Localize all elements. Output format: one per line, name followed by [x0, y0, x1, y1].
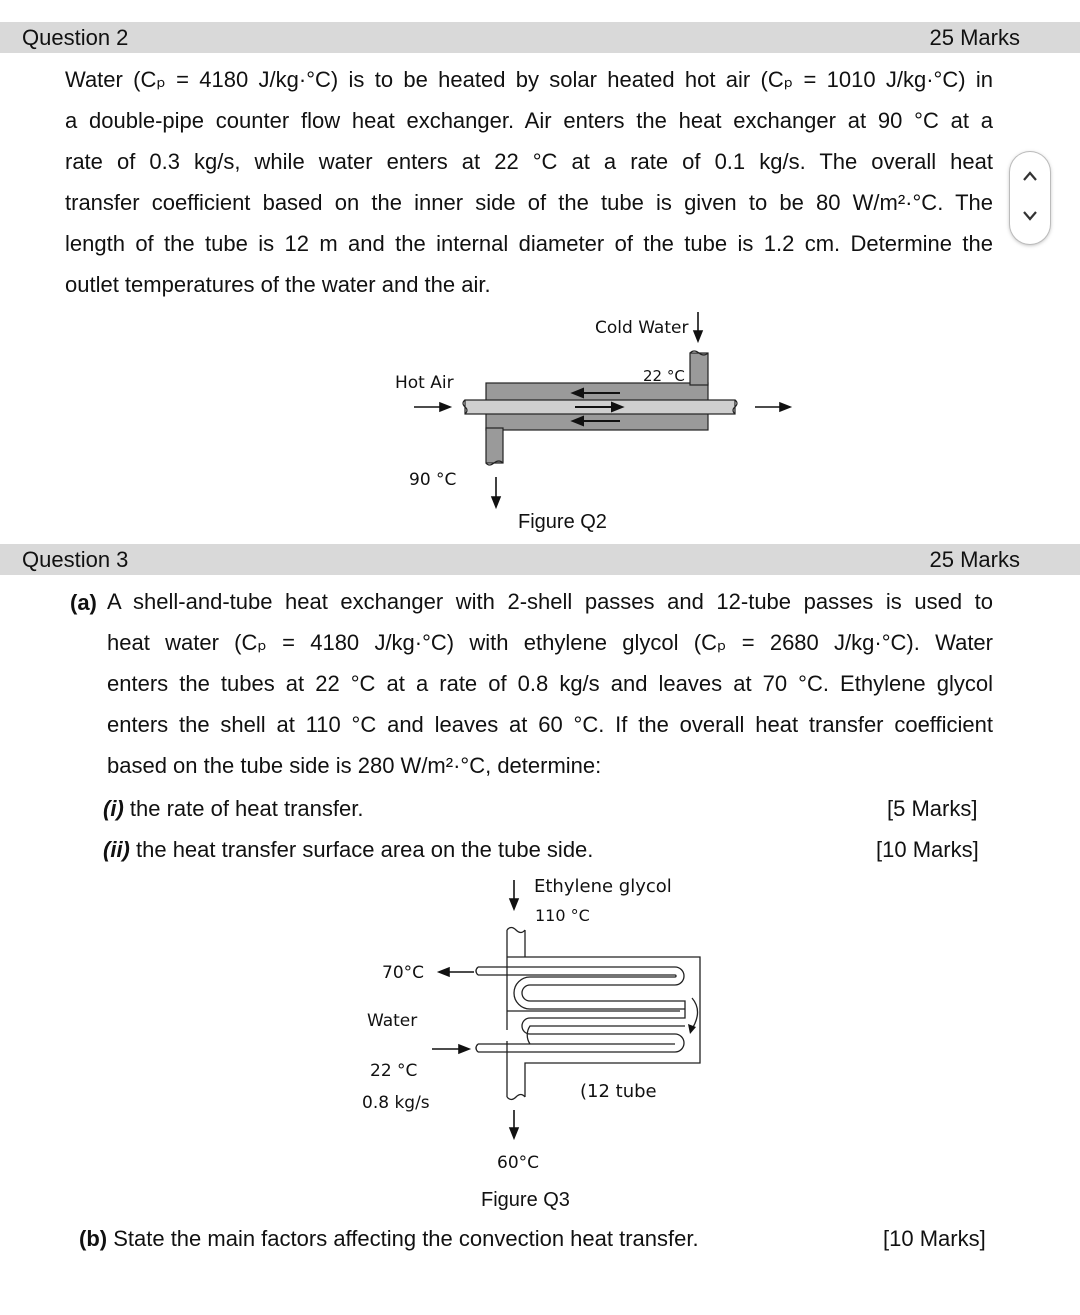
q3a-line-4: enters the shell at 110 °C and leaves at 60 °C. If the overall heat transfer coefficient: [107, 712, 993, 737]
q2-line-2: a double-pipe counter flow heat exchanger. Air enters the heat exchanger at 90 °C at a: [65, 108, 993, 133]
cold-water-temp: 22 °C: [643, 367, 685, 385]
q2-line-6: outlet temperatures of the water and the air.: [65, 272, 491, 297]
tube-passes-note: (12 tube: [580, 1081, 657, 1102]
page-nav-control: [1010, 152, 1050, 244]
water-inlet-temp: 22 °C: [370, 1061, 418, 1081]
question-2-title: Question 2: [22, 25, 129, 50]
q2-line-4: transfer coefficient based on the inner side of the tube is given to be 80 W/m²·°C. The: [65, 190, 993, 215]
part-b-text: State the main factors affecting the convection heat transfer.: [107, 1226, 699, 1251]
hot-air-label: Hot Air: [395, 373, 454, 393]
glycol-label: Ethylene glycol: [534, 876, 672, 897]
glycol-inlet-temp: 110 °C: [535, 906, 590, 925]
chevron-down-icon[interactable]: [1010, 206, 1050, 231]
part-b-marks: [10 Marks]: [883, 1226, 986, 1251]
hot-air-temp: 90 °C: [409, 470, 457, 490]
part-ii-text: the heat transfer surface area on the tube side.: [129, 837, 594, 862]
glycol-outlet-temp: 60°C: [497, 1153, 540, 1173]
part-b-label: (b): [79, 1226, 108, 1251]
q2-line-3: rate of 0.3 kg/s, while water enters at 22 °C at a rate of 0.1 kg/s. The overall heat: [65, 149, 993, 174]
shell-and-tube-exchanger: [476, 928, 700, 1100]
part-b-row: [79, 1226, 699, 1252]
figure-q3-caption: Figure Q3: [481, 1189, 570, 1211]
question-3-marks: 25 Marks: [929, 547, 1020, 572]
q3a-line-3: enters the tubes at 22 °C at a rate of 0.8 kg/s and leaves at 70 °C. Ethylene glycol: [107, 671, 993, 696]
figure-q2-caption: Figure Q2: [518, 511, 607, 533]
question-2-marks: 25 Marks: [929, 25, 1020, 50]
figure-q3-arrows: [432, 880, 518, 1138]
chevron-up-icon[interactable]: [1010, 166, 1050, 191]
q3a-line-2: heat water (Cₚ = 4180 J/kg·°C) with ethylene glycol (Cₚ = 2680 J/kg·°C). Water: [107, 630, 993, 655]
part-ii-marks: [10 Marks]: [876, 837, 979, 862]
part-i-marks: [5 Marks]: [887, 796, 978, 821]
question-3-title: Question 3: [22, 547, 129, 572]
part-i-label: (i): [103, 796, 124, 821]
q2-line-5: length of the tube is 12 m and the internal diameter of the tube is 1.2 cm. Determine the: [65, 231, 993, 256]
q3a-line-1: A shell-and-tube heat exchanger with 2-shell passes and 12-tube passes is used to: [107, 589, 993, 614]
water-flow-rate: 0.8 kg/s: [362, 1093, 430, 1113]
q3a-line-5: based on the tube side is 280 W/m²·°C, determine:: [107, 753, 602, 778]
water-label: Water: [367, 1011, 418, 1031]
cold-water-label: Cold Water: [595, 318, 689, 338]
q2-line-1: Water (Cₚ = 4180 J/kg·°C) is to be heated by solar heated hot air (Cₚ = 1010 J/kg·°C) in: [65, 67, 993, 92]
water-outlet-temp: 70°C: [382, 963, 425, 983]
part-a-label: (a): [70, 590, 97, 615]
part-ii-label: (ii): [103, 837, 130, 862]
part-i-text: the rate of heat transfer.: [123, 796, 364, 821]
